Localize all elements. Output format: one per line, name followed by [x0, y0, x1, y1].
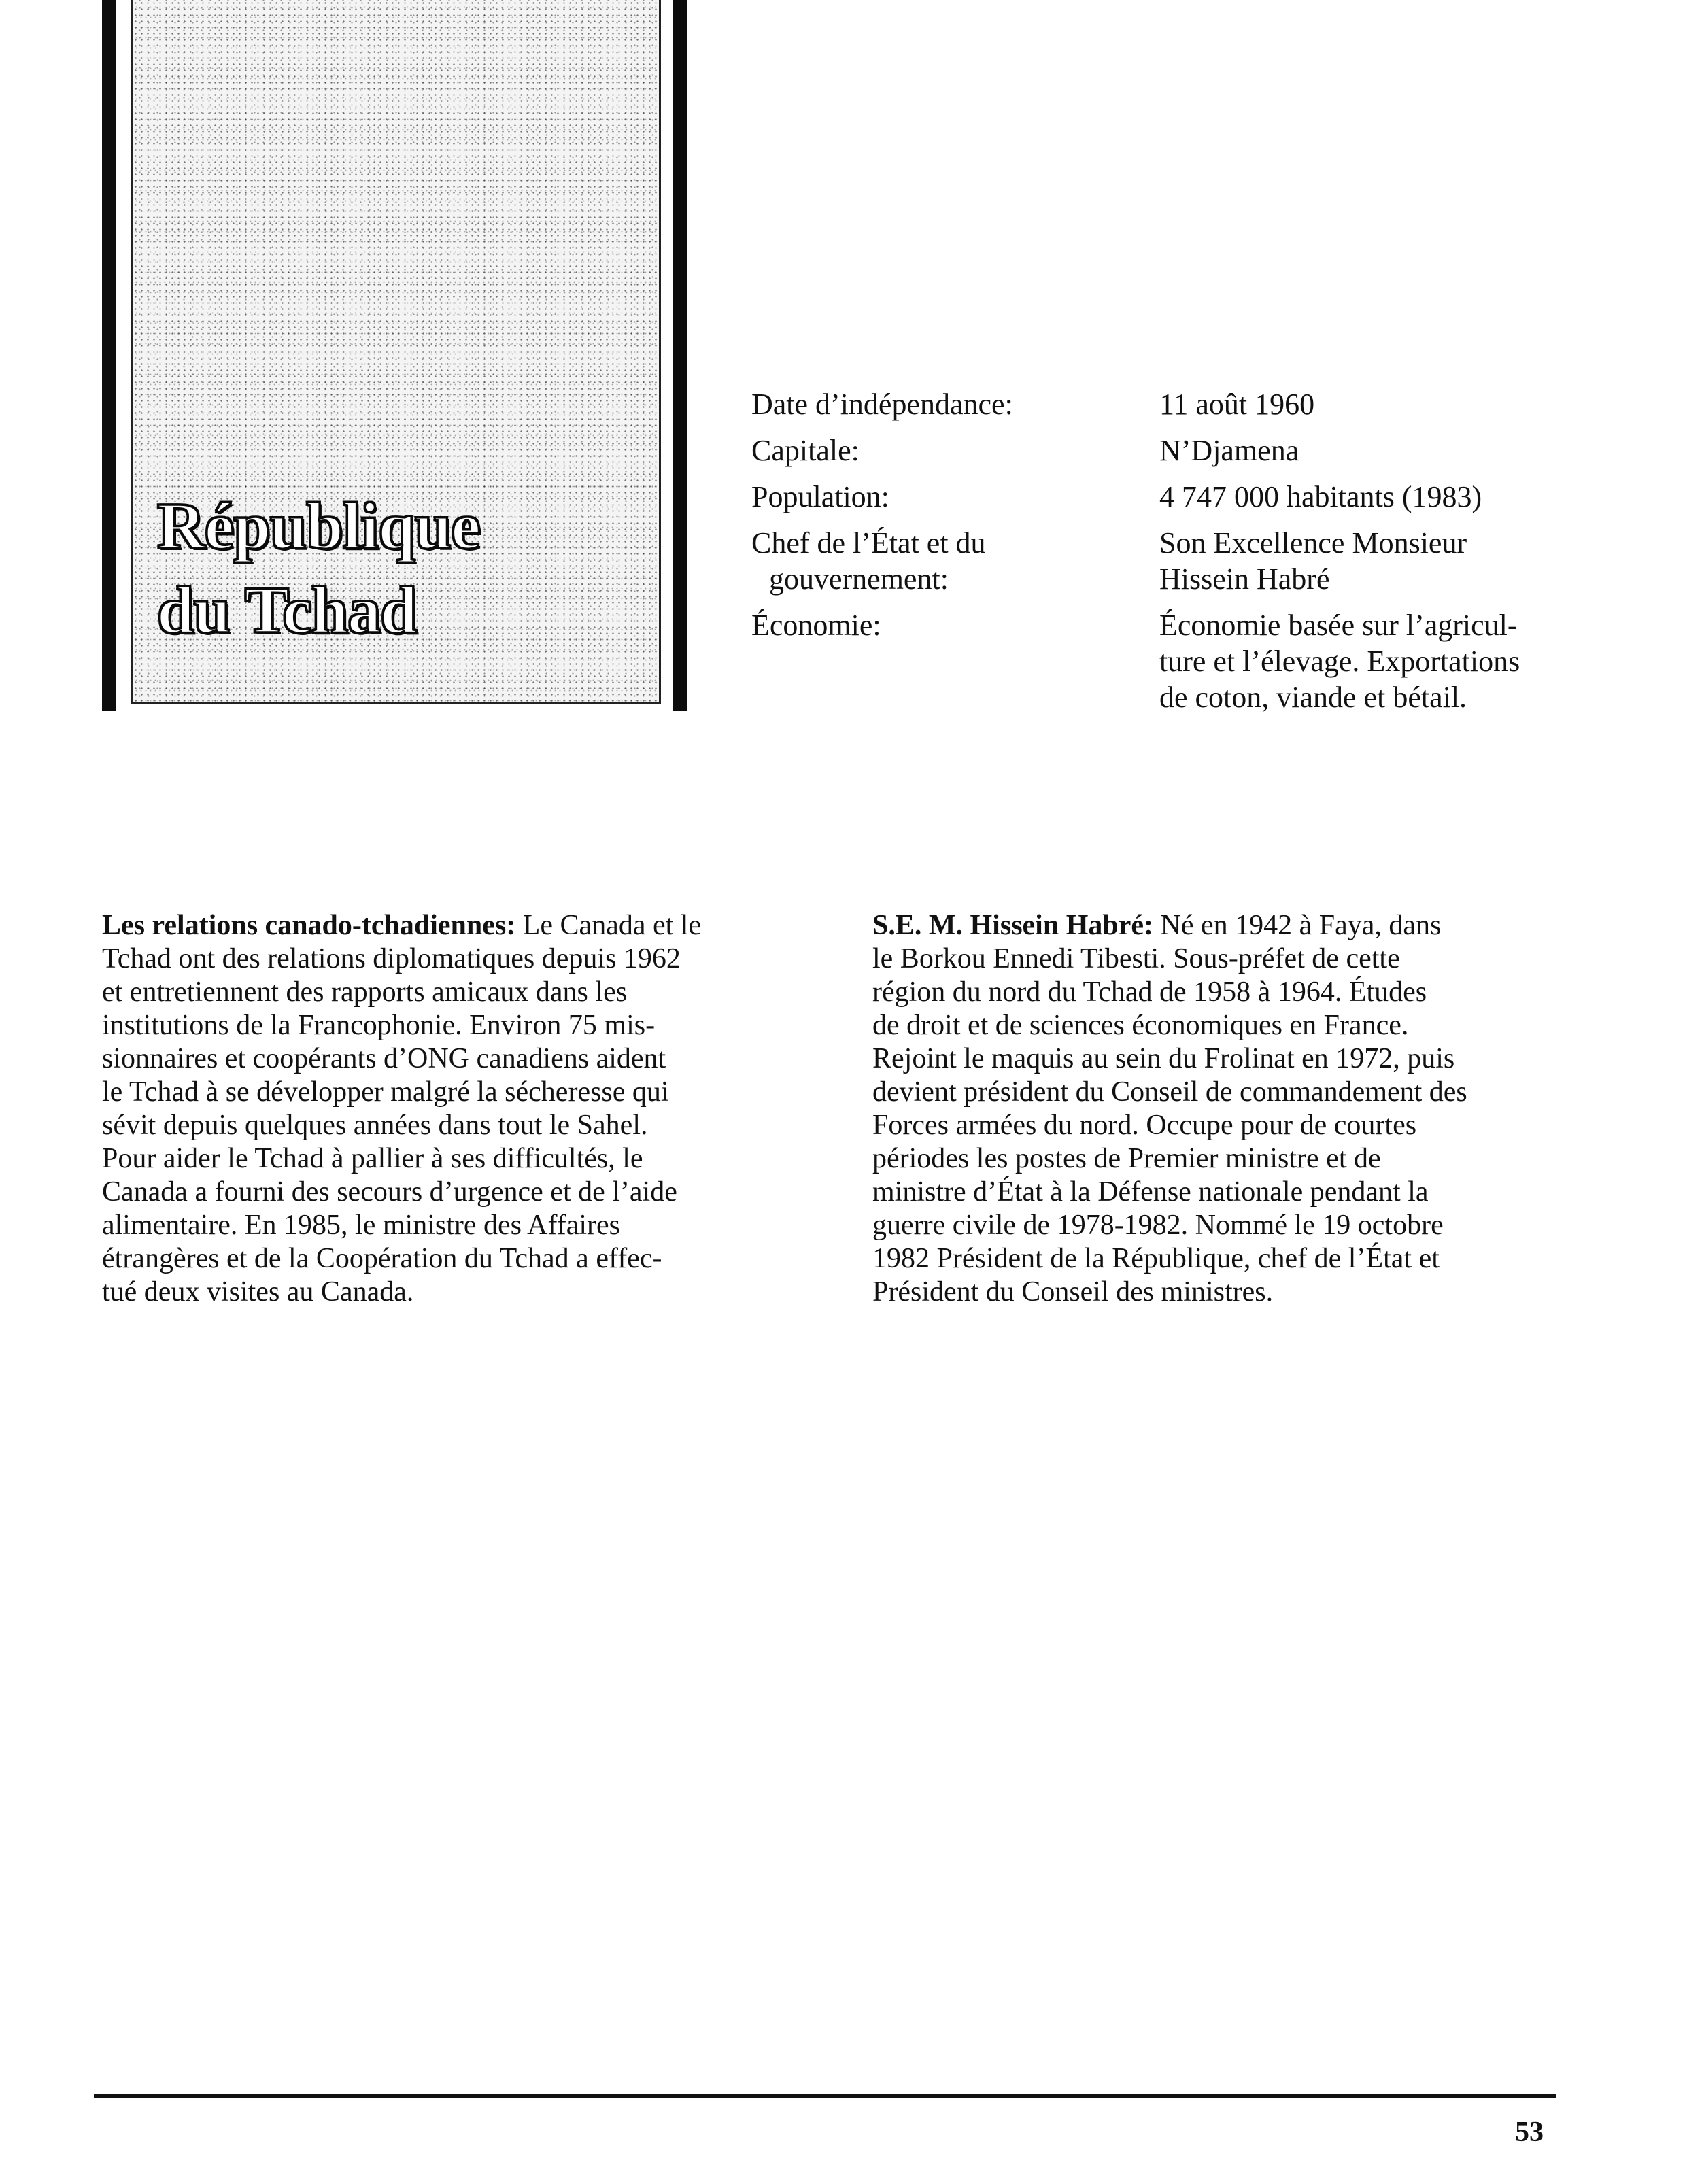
country-title: [157, 484, 480, 653]
fact-value-line: 11 août 1960: [1159, 388, 1315, 421]
fact-value-line: Son Excellence Monsieur: [1159, 526, 1467, 560]
biography-heading: S.E. M. Hissein Habré:: [872, 910, 1154, 941]
footer-rule: [94, 2094, 1556, 2098]
fact-value-line: 4 747 000 habitants (1983): [1159, 480, 1482, 513]
paragraph-line: de droit et de sciences économiques en France.: [872, 1010, 1409, 1041]
page-number: 53: [1515, 2117, 1544, 2148]
fact-label-line: Chef de l’État et du: [751, 526, 986, 560]
fact-value-line: Hissein Habré: [1159, 562, 1330, 596]
relations-heading: Les relations canado-tchadiennes:: [102, 910, 516, 941]
paragraph-line: le Borkou Ennedi Tibesti. Sous-préfet de cette: [872, 943, 1400, 974]
paragraph-line: sionnaires et coopérants d’ONG canadiens aident: [102, 1043, 666, 1074]
paragraph-line: Président du Conseil des ministres.: [872, 1276, 1274, 1308]
paragraph-line: alimentaire. En 1985, le ministre des Affaires: [102, 1210, 621, 1241]
fact-independence-date: [751, 386, 1567, 422]
fact-population: [751, 479, 1567, 515]
fact-value-line: Économie basée sur l’agricul-: [1159, 609, 1518, 642]
fact-label-line: gouvernement:: [769, 562, 949, 596]
fact-economy: [751, 607, 1567, 714]
fact-label-line: Population:: [751, 480, 889, 513]
country-title-line-1: République: [157, 490, 480, 563]
paragraph-line: tué deux visites au Canada.: [102, 1276, 414, 1308]
fact-label: [751, 607, 1132, 643]
paragraph-line: région du nord du Tchad de 1958 à 1964. Études: [872, 976, 1427, 1008]
paragraph-line: institutions de la Francophonie. Environ 75 mis-: [102, 1010, 656, 1041]
title-panel: [102, 0, 687, 711]
fact-value: [1159, 607, 1567, 715]
paragraph-line: et entretiennent des rapports amicaux dans les: [102, 976, 628, 1008]
paragraph-line: Canada a fourni des secours d’urgence et de l’aide: [102, 1176, 677, 1208]
paragraph-line: périodes les postes de Premier ministre et de: [872, 1143, 1381, 1174]
paragraph-line: [102, 909, 775, 942]
fact-label: [751, 479, 1132, 515]
fact-value-line: N’Djamena: [1159, 434, 1299, 467]
biography-column: [872, 909, 1559, 1309]
stippled-title-box: [131, 0, 661, 704]
relations-column: [102, 909, 775, 1309]
paragraph-line: Rejoint le maquis au sein du Frolinat en 1972, puis: [872, 1043, 1455, 1074]
fact-value: [1159, 432, 1567, 468]
relations-paragraph: [102, 909, 775, 1309]
paragraph-line: devient président du Conseil de commandement des: [872, 1076, 1467, 1108]
fact-label: [751, 432, 1132, 468]
fact-head-of-state: [751, 525, 1567, 597]
country-title-line-2: du Tchad: [157, 574, 417, 647]
fact-label-line: Date d’indépendance:: [751, 388, 1013, 421]
paragraph-line: Pour aider le Tchad à pallier à ses difficultés, le: [102, 1143, 643, 1174]
paragraph-text: Né en 1942 à Faya, dans: [1153, 910, 1442, 941]
paragraph-text: Le Canada et le: [515, 910, 702, 941]
paragraph-line: étrangères et de la Coopération du Tchad a effec-: [102, 1243, 662, 1274]
paragraph-line: 1982 Président de la République, chef de l’État et: [872, 1243, 1440, 1274]
paragraph-line: Tchad ont des relations diplomatiques depuis 1962: [102, 943, 681, 974]
paragraph-line: ministre d’État à la Défense nationale pendant la: [872, 1176, 1429, 1208]
paragraph-line: le Tchad à se développer malgré la sécheresse qui: [102, 1076, 669, 1108]
fact-value: [1159, 386, 1567, 422]
country-facts: [751, 386, 1567, 714]
paragraph-line: guerre civile de 1978-1982. Nommé le 19 octobre: [872, 1210, 1444, 1241]
biography-paragraph: [872, 909, 1559, 1309]
fact-value: [1159, 525, 1567, 597]
paragraph-line: Forces armées du nord. Occupe pour de courtes: [872, 1110, 1417, 1141]
fact-label-line: Économie:: [751, 609, 881, 642]
fact-value-line: de coton, viande et bétail.: [1159, 681, 1467, 714]
right-vertical-rule: [673, 0, 687, 711]
fact-label: [751, 525, 1132, 597]
fact-capital: [751, 432, 1567, 468]
fact-value-line: ture et l’élevage. Exportations: [1159, 645, 1520, 678]
fact-label-line: Capitale:: [751, 434, 859, 467]
left-vertical-rule: [102, 0, 116, 711]
paragraph-line: [872, 909, 1559, 942]
fact-value: [1159, 479, 1567, 515]
paragraph-line: sévit depuis quelques années dans tout le Sahel.: [102, 1110, 648, 1141]
fact-label: [751, 386, 1132, 422]
